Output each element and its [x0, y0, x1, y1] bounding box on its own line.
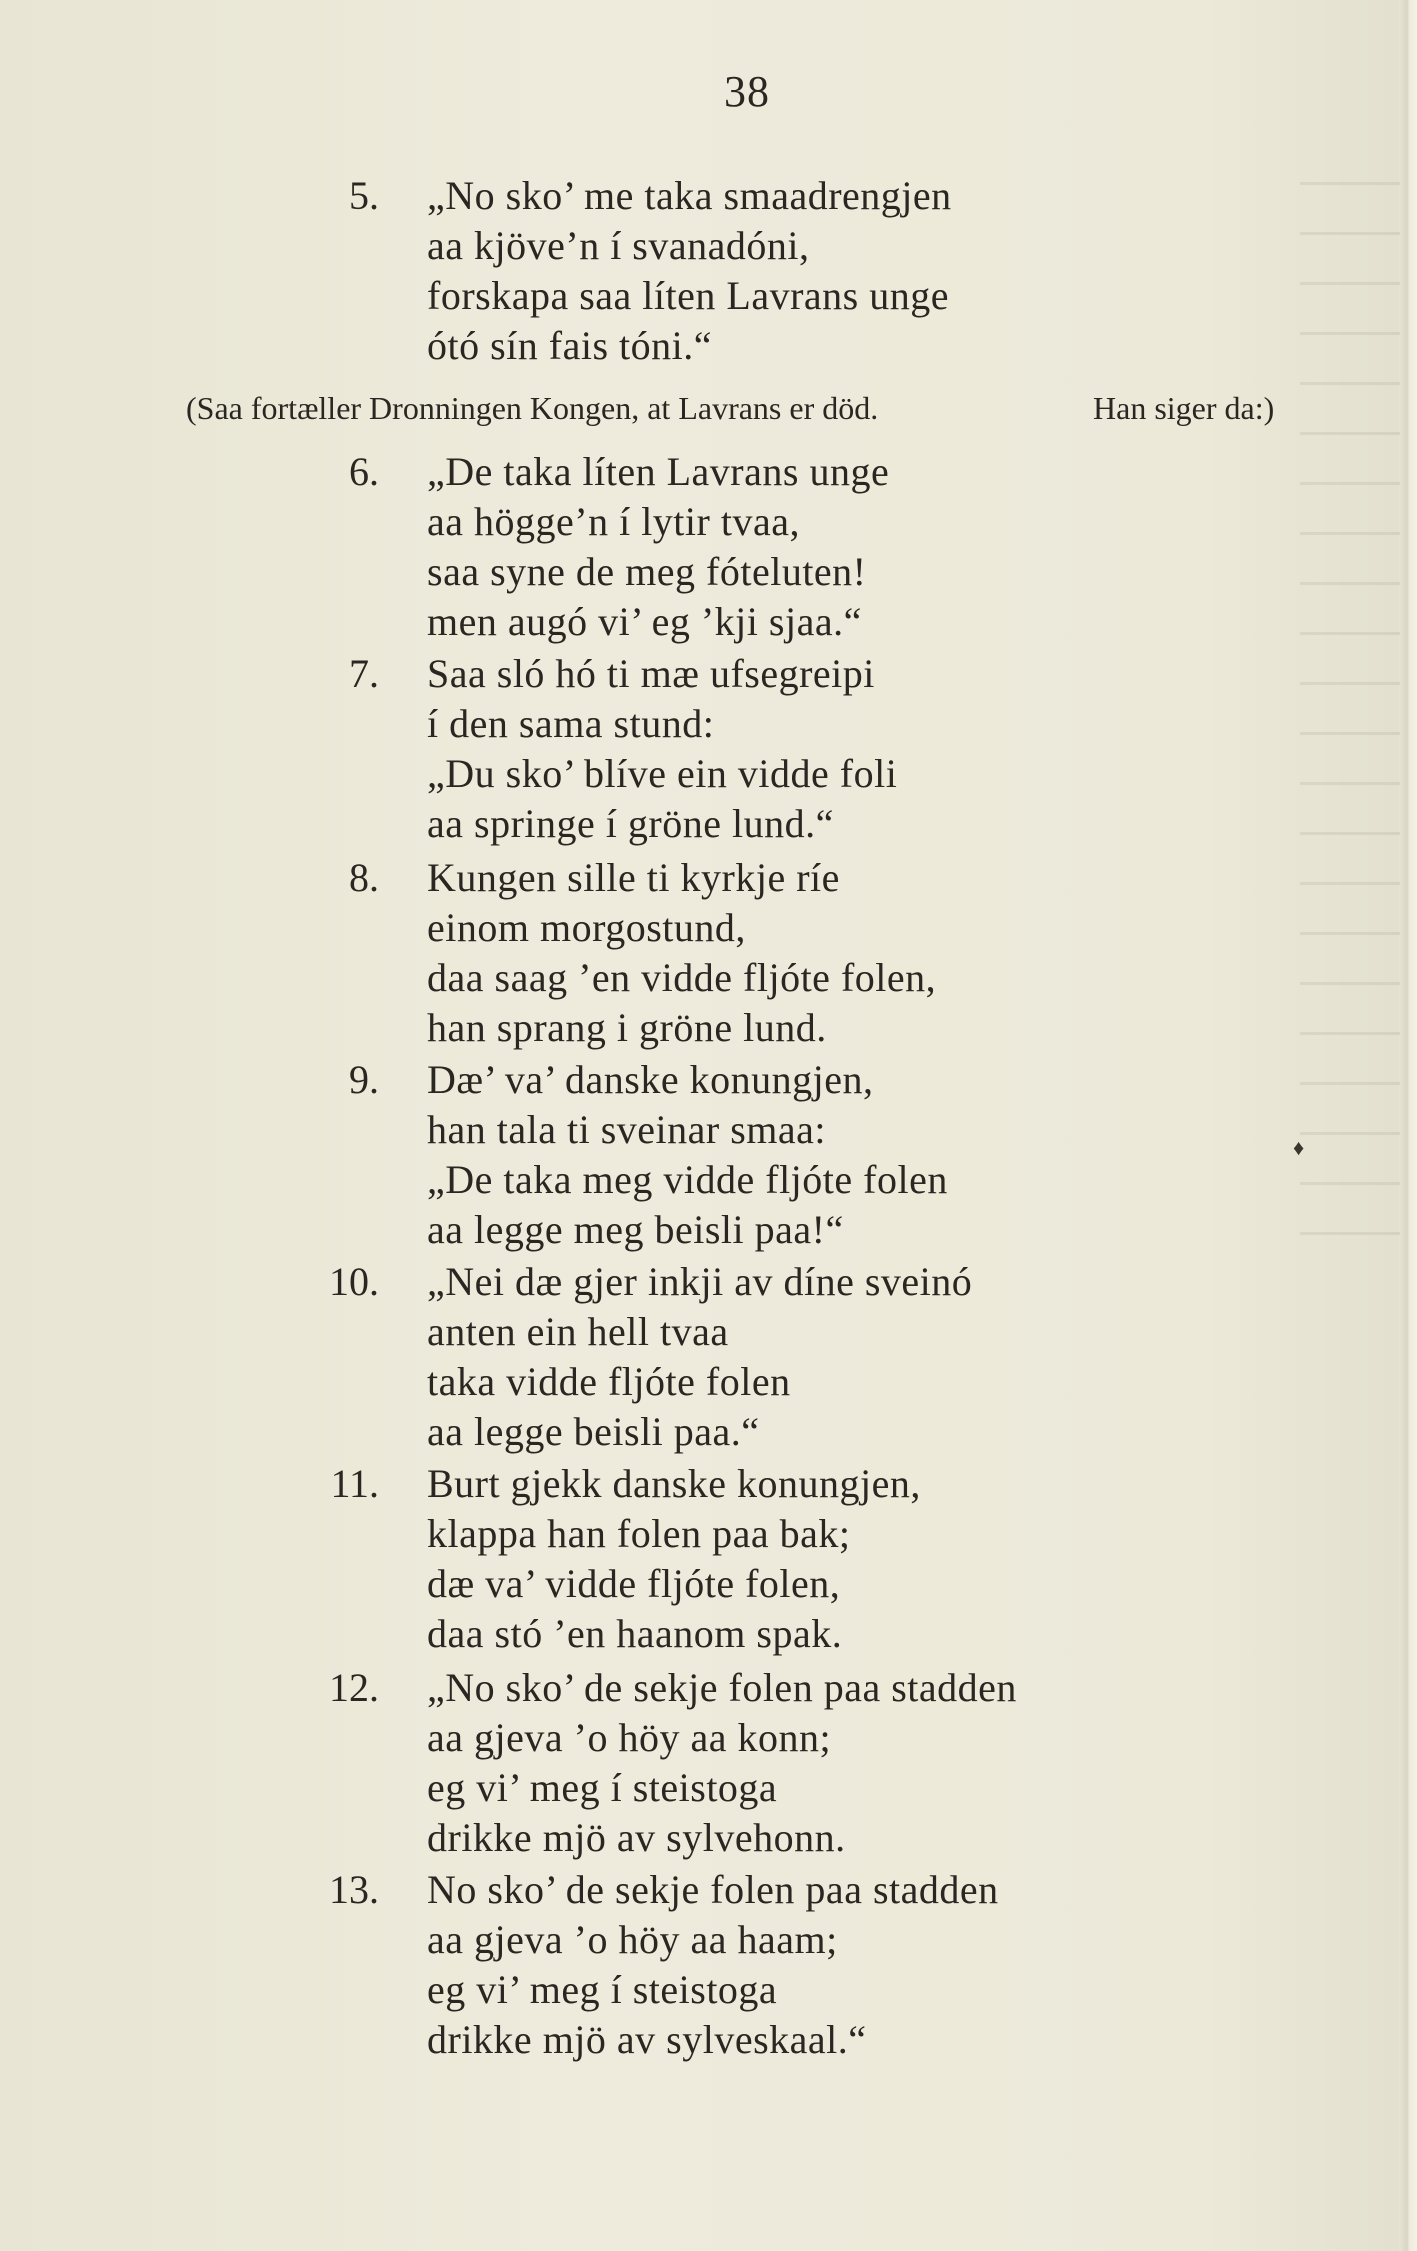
verse-line: „De taka meg vidde fljóte folen [427, 1157, 948, 1202]
verse-line: Dæ’ va’ danske konungjen, [427, 1057, 874, 1102]
verse-line: í den sama stund: [427, 701, 715, 746]
stanza-number: 9. [349, 1057, 379, 1102]
margin-mark: ♦ [1293, 1135, 1305, 1160]
stanza-number: 7. [349, 651, 379, 696]
verse-line: aa gjeva ’o höy aa konn; [427, 1715, 832, 1760]
verse-line: taka vidde fljóte folen [427, 1359, 791, 1404]
verse-line: ótó sín fais tóni.“ [427, 323, 713, 368]
verse-line: han tala ti sveinar smaa: [427, 1107, 827, 1152]
stanza-number: 10. [329, 1259, 379, 1304]
stanza-number: 13. [329, 1867, 379, 1912]
verse-line: „No sko’ de sekje folen paa stadden [427, 1665, 1017, 1710]
verse-line: eg vi’ meg í steistoga [427, 1765, 778, 1810]
verse-line: aa gjeva ’o höy aa haam; [427, 1917, 838, 1962]
verse-line: anten ein hell tvaa [427, 1309, 729, 1354]
page-edge [1399, 0, 1417, 2251]
stage-note-continuation: Han siger da:) [1093, 390, 1275, 426]
verse-line: men augó vi’ eg ’kji sjaa.“ [427, 599, 862, 644]
verse-line: aa högge’n í lytir tvaa, [427, 499, 800, 544]
stanza-number: 6. [349, 449, 379, 494]
stage-note: (Saa fortæller Dronningen Kongen, at Lavrans er död. [186, 390, 879, 426]
verse-line: aa kjöve’n í svanadóni, [427, 223, 810, 268]
verse-line: drikke mjö av sylvehonn. [427, 1815, 846, 1860]
verse-line: aa legge beisli paa.“ [427, 1409, 760, 1454]
bleed-through-text [1300, 160, 1400, 1260]
verse-line: forskapa saa líten Lavrans unge [427, 273, 949, 318]
verse-line: dæ va’ vidde fljóte folen, [427, 1561, 841, 1606]
stanza-number: 11. [330, 1461, 379, 1506]
verse-line: drikke mjö av sylveskaal.“ [427, 2017, 867, 2062]
verse-line: saa syne de meg fóteluten! [427, 549, 867, 594]
verse-line: No sko’ de sekje folen paa stadden [427, 1867, 999, 1912]
verse-line: „De taka líten Lavrans unge [427, 449, 890, 494]
verse-line: aa springe í gröne lund.“ [427, 801, 834, 846]
verse-line: klappa han folen paa bak; [427, 1511, 851, 1556]
verse-line: „Du sko’ blíve ein vidde foli [427, 751, 898, 796]
stanza-number: 8. [349, 855, 379, 900]
verse-line: einom morgostund, [427, 905, 746, 950]
verse-line: han sprang i gröne lund. [427, 1005, 827, 1050]
verse-line: „Nei dæ gjer inkji av díne sveinó [427, 1259, 973, 1304]
verse-line: daa stó ’en haanom spak. [427, 1611, 843, 1656]
verse-line: „No sko’ me taka smaadrengjen [427, 173, 952, 218]
verse-line: daa saag ’en vidde fljóte folen, [427, 955, 937, 1000]
verse-line: Saa sló hó ti mæ ufsegreipi [427, 651, 875, 696]
page-number: 38 [724, 67, 770, 116]
verse-line: aa legge meg beisli paa!“ [427, 1207, 844, 1252]
verse-line: Kungen sille ti kyrkje ríe [427, 855, 840, 900]
stanza-number: 12. [329, 1665, 379, 1710]
verse-line: eg vi’ meg í steistoga [427, 1967, 778, 2012]
stanza-number: 5. [349, 173, 379, 218]
verse-line: Burt gjekk danske konungjen, [427, 1461, 921, 1506]
